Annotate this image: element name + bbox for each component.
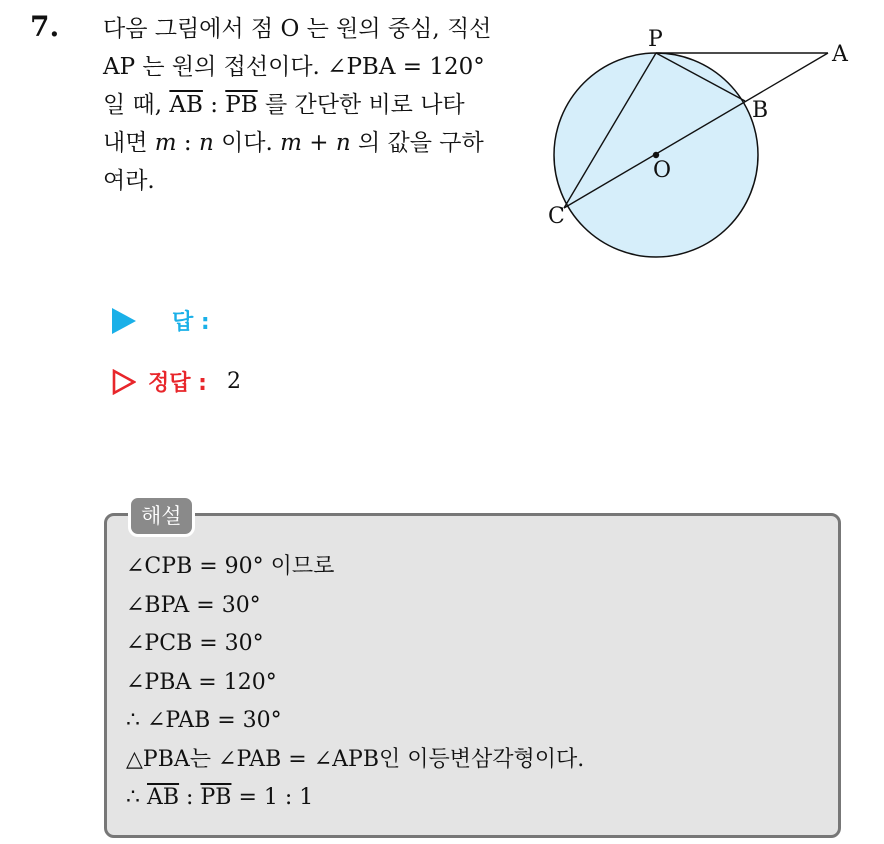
question-line-5: 여라.: [103, 168, 155, 194]
play-triangle-icon: [112, 308, 136, 334]
question-text: [103, 10, 528, 200]
label-p: P: [648, 27, 663, 52]
label-b: B: [752, 98, 769, 123]
geometry-figure: [540, 20, 870, 270]
answer-row: [112, 305, 210, 336]
explanation-line: △PBA는 ∠PAB = ∠APB인 이등변삼각형이다.: [126, 746, 585, 772]
explanation-line: ∴ ∠PAB = 30°: [126, 708, 282, 733]
label-a: A: [832, 42, 848, 67]
answer-label: 답 :: [172, 310, 210, 335]
explanation-line: ∠CPB = 90° 이므로: [126, 554, 335, 579]
question-number: 7.: [30, 10, 60, 43]
segment-pb: $\overline{PB}$: [200, 785, 232, 810]
segment-ab: $\overline{AB}$: [169, 92, 203, 118]
label-o: O: [653, 158, 672, 183]
question-line-1: 다음 그림에서 점 O 는 원의 중심, 직선: [103, 16, 492, 42]
question-line-2: AP 는 원의 접선이다. ∠PBA = 120°: [103, 54, 485, 80]
var-n: n: [198, 130, 214, 156]
explanation-line: ∠PCB = 30°: [126, 631, 264, 656]
label-c: C: [548, 204, 565, 229]
correct-answer-value: 2: [226, 369, 241, 394]
question-line-4: 내면 m : n 이다. m + n 의 값을 구하: [103, 130, 484, 156]
correct-answer-row: [112, 366, 241, 397]
outline-triangle-icon: [112, 369, 136, 395]
segment-ab: $\overline{AB}$: [147, 785, 180, 810]
correct-answer-label: 정답 :: [148, 371, 207, 396]
explanation-tag: 해설: [128, 495, 195, 537]
explanation-line: ∠PBA = 120°: [126, 669, 277, 695]
explanation-line: ∠BPA = 30°: [126, 592, 261, 618]
var-m: m: [154, 130, 177, 156]
explanation-lines: [126, 548, 584, 818]
explanation-line-conclusion: ∴ $\overline{AB}$ : $\overline{PB} = 1$ : 1: [126, 785, 314, 810]
segment-pb: $\overline{PB}$: [225, 92, 258, 118]
question-line-3: 일 때, $\overline{AB}$ : $\overline{PB}$ 를 간단한 비로 나타: [103, 92, 465, 118]
